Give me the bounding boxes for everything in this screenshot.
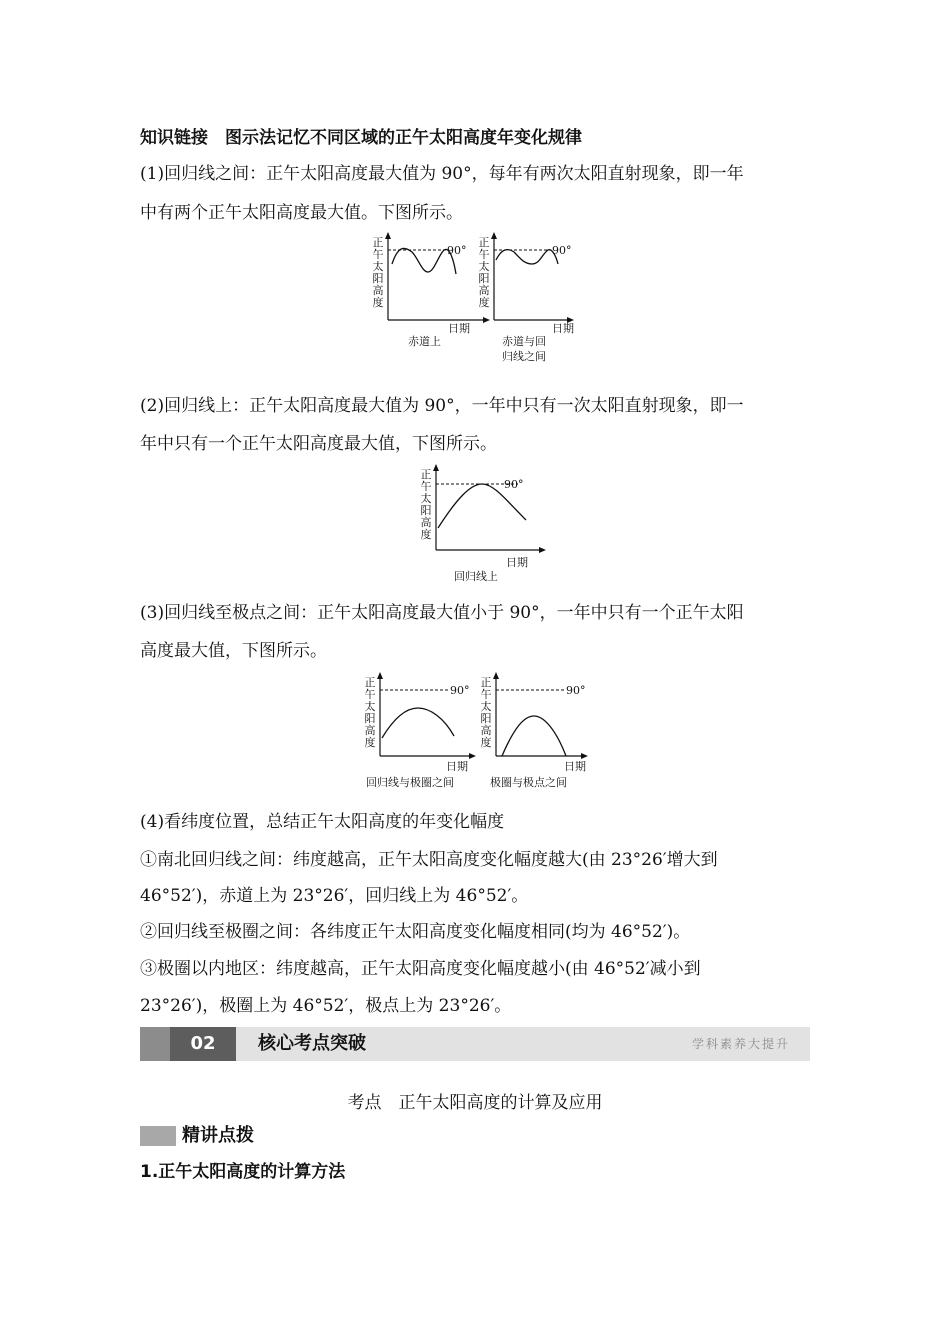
y-axis-label-between [478,237,490,309]
y-char: 阳 [372,272,384,285]
chart-between [492,232,602,332]
y-char: 阳 [480,712,492,725]
chart-tropic [434,464,554,564]
x-axis-label: 日期 [552,322,574,335]
y-char: 午 [478,248,490,261]
paragraph-1-line-2: 中有两个正午太阳高度最大值。下图所示。 [140,203,463,223]
max-label: 90° [566,684,586,697]
paragraph-4-line-1: (4)看纬度位置，总结正午太阳高度的年变化幅度 [140,812,505,832]
y-axis-arrow [377,672,383,679]
y-axis-label-equator [372,237,384,309]
chart-tropic-polar [378,672,488,772]
max-label: 90° [552,244,572,257]
y-char: 度 [364,736,376,749]
y-char: 高 [420,516,432,529]
chart-polar-pole [494,672,604,772]
y-char: 午 [480,688,492,701]
caption-between-line-2: 归线之间 [502,350,546,363]
paragraph-2-line-2: 年中只有一个正午太阳高度最大值，下图所示。 [140,434,497,454]
section-banner [140,1027,810,1061]
x-axis-arrow [483,317,490,323]
y-axis-arrow [433,464,439,471]
banner-title: 核心考点突破 [258,1033,366,1054]
y-char: 度 [480,736,492,749]
y-char: 正 [364,676,376,689]
y-char: 高 [478,284,490,297]
x-axis-label: 日期 [564,760,586,773]
max-label: 90° [447,244,467,257]
y-axis-label-tropic-polar [364,677,376,749]
paragraph-3-line-1: (3)回归线至极点之间：正午太阳高度最大值小于 90°，一年中只有一个正午太阳 [140,603,744,623]
y-char: 午 [372,248,384,261]
max-label: 90° [450,684,470,697]
x-axis-arrow [581,753,588,759]
paragraph-1-line-1: (1)回归线之间：正午太阳高度最大值为 90°，每年有两次太阳直射现象，即一年 [140,164,744,184]
x-axis-label: 日期 [448,322,470,335]
caption-equator: 赤道上 [408,335,441,348]
section-title: 知识链接 图示法记忆不同区域的正午太阳高度年变化规律 [140,128,582,148]
y-char: 正 [478,236,490,249]
y-char: 太 [420,492,432,505]
y-char: 度 [420,528,432,541]
x-axis-label: 日期 [506,556,528,569]
figure-group-1 [360,232,590,367]
curve-between [496,250,558,264]
y-char: 高 [480,724,492,737]
y-char: 太 [478,260,490,273]
x-axis-label: 日期 [446,760,468,773]
y-char: 高 [364,724,376,737]
paragraph-4-item-1-line-2: 46°52′)，赤道上为 23°26′，回归线上为 46°52′。 [140,886,529,906]
banner-tagline: 学科素养大提升 [691,1037,790,1051]
caption-tropic: 回归线上 [454,570,498,583]
paragraph-4-item-1-line-1: ①南北回归线之间：纬度越高，正午太阳高度变化幅度越大(由 23°26′增大到 [140,850,718,870]
topic-heading: 考点 正午太阳高度的计算及应用 [347,1093,603,1113]
caption-polar-pole: 极圈与极点之间 [490,776,567,789]
y-char: 阳 [364,712,376,725]
paragraph-4-item-3-line-2: 23°26′)，极圈上为 46°52′，极点上为 23°26′。 [140,996,512,1016]
paragraph-4-item-2: ②回归线至极圈之间：各纬度正午太阳高度变化幅度相同(均为 46°52′)。 [140,922,691,942]
caption-tropic-polar: 回归线与极圈之间 [366,776,454,789]
banner-accent [140,1027,170,1061]
y-char: 高 [372,284,384,297]
y-char: 太 [372,260,384,273]
y-char: 正 [372,236,384,249]
paragraph-4-item-3-line-1: ③极圈以内地区：纬度越高，正午太阳高度变化幅度越小(由 46°52′减小到 [140,959,701,979]
y-char: 太 [364,700,376,713]
y-char: 阳 [478,272,490,285]
subheading-marker [140,1126,176,1146]
y-char: 正 [420,468,432,481]
subheading: 精讲点拨 [182,1125,254,1146]
y-axis-arrow [491,232,497,239]
y-axis-label-polar-pole [480,677,492,749]
y-axis-label-tropic [420,469,432,541]
figure-group-2 [416,464,546,584]
y-axis-arrow [385,232,391,239]
x-axis-arrow [539,547,546,553]
y-char: 度 [478,296,490,309]
y-char: 阳 [420,504,432,517]
y-char: 正 [480,676,492,689]
item-heading: 1.正午太阳高度的计算方法 [140,1162,346,1182]
figure-group-3 [360,672,600,792]
caption-between-line-1: 赤道与回 [502,335,546,348]
paragraph-3-line-2: 高度最大值，下图所示。 [140,641,327,661]
paragraph-2-line-1: (2)回归线上：正午太阳高度最大值为 90°，一年中只有一次太阳直射现象，即一 [140,396,744,416]
y-char: 午 [420,480,432,493]
y-char: 度 [372,296,384,309]
curve-polar-pole [502,716,566,756]
y-axis-arrow [493,672,499,679]
curve-tropic-polar [382,708,454,738]
y-char: 太 [480,700,492,713]
banner-number: 02 [170,1027,236,1061]
y-char: 午 [364,688,376,701]
max-label: 90° [504,478,524,491]
x-axis-arrow [469,753,476,759]
